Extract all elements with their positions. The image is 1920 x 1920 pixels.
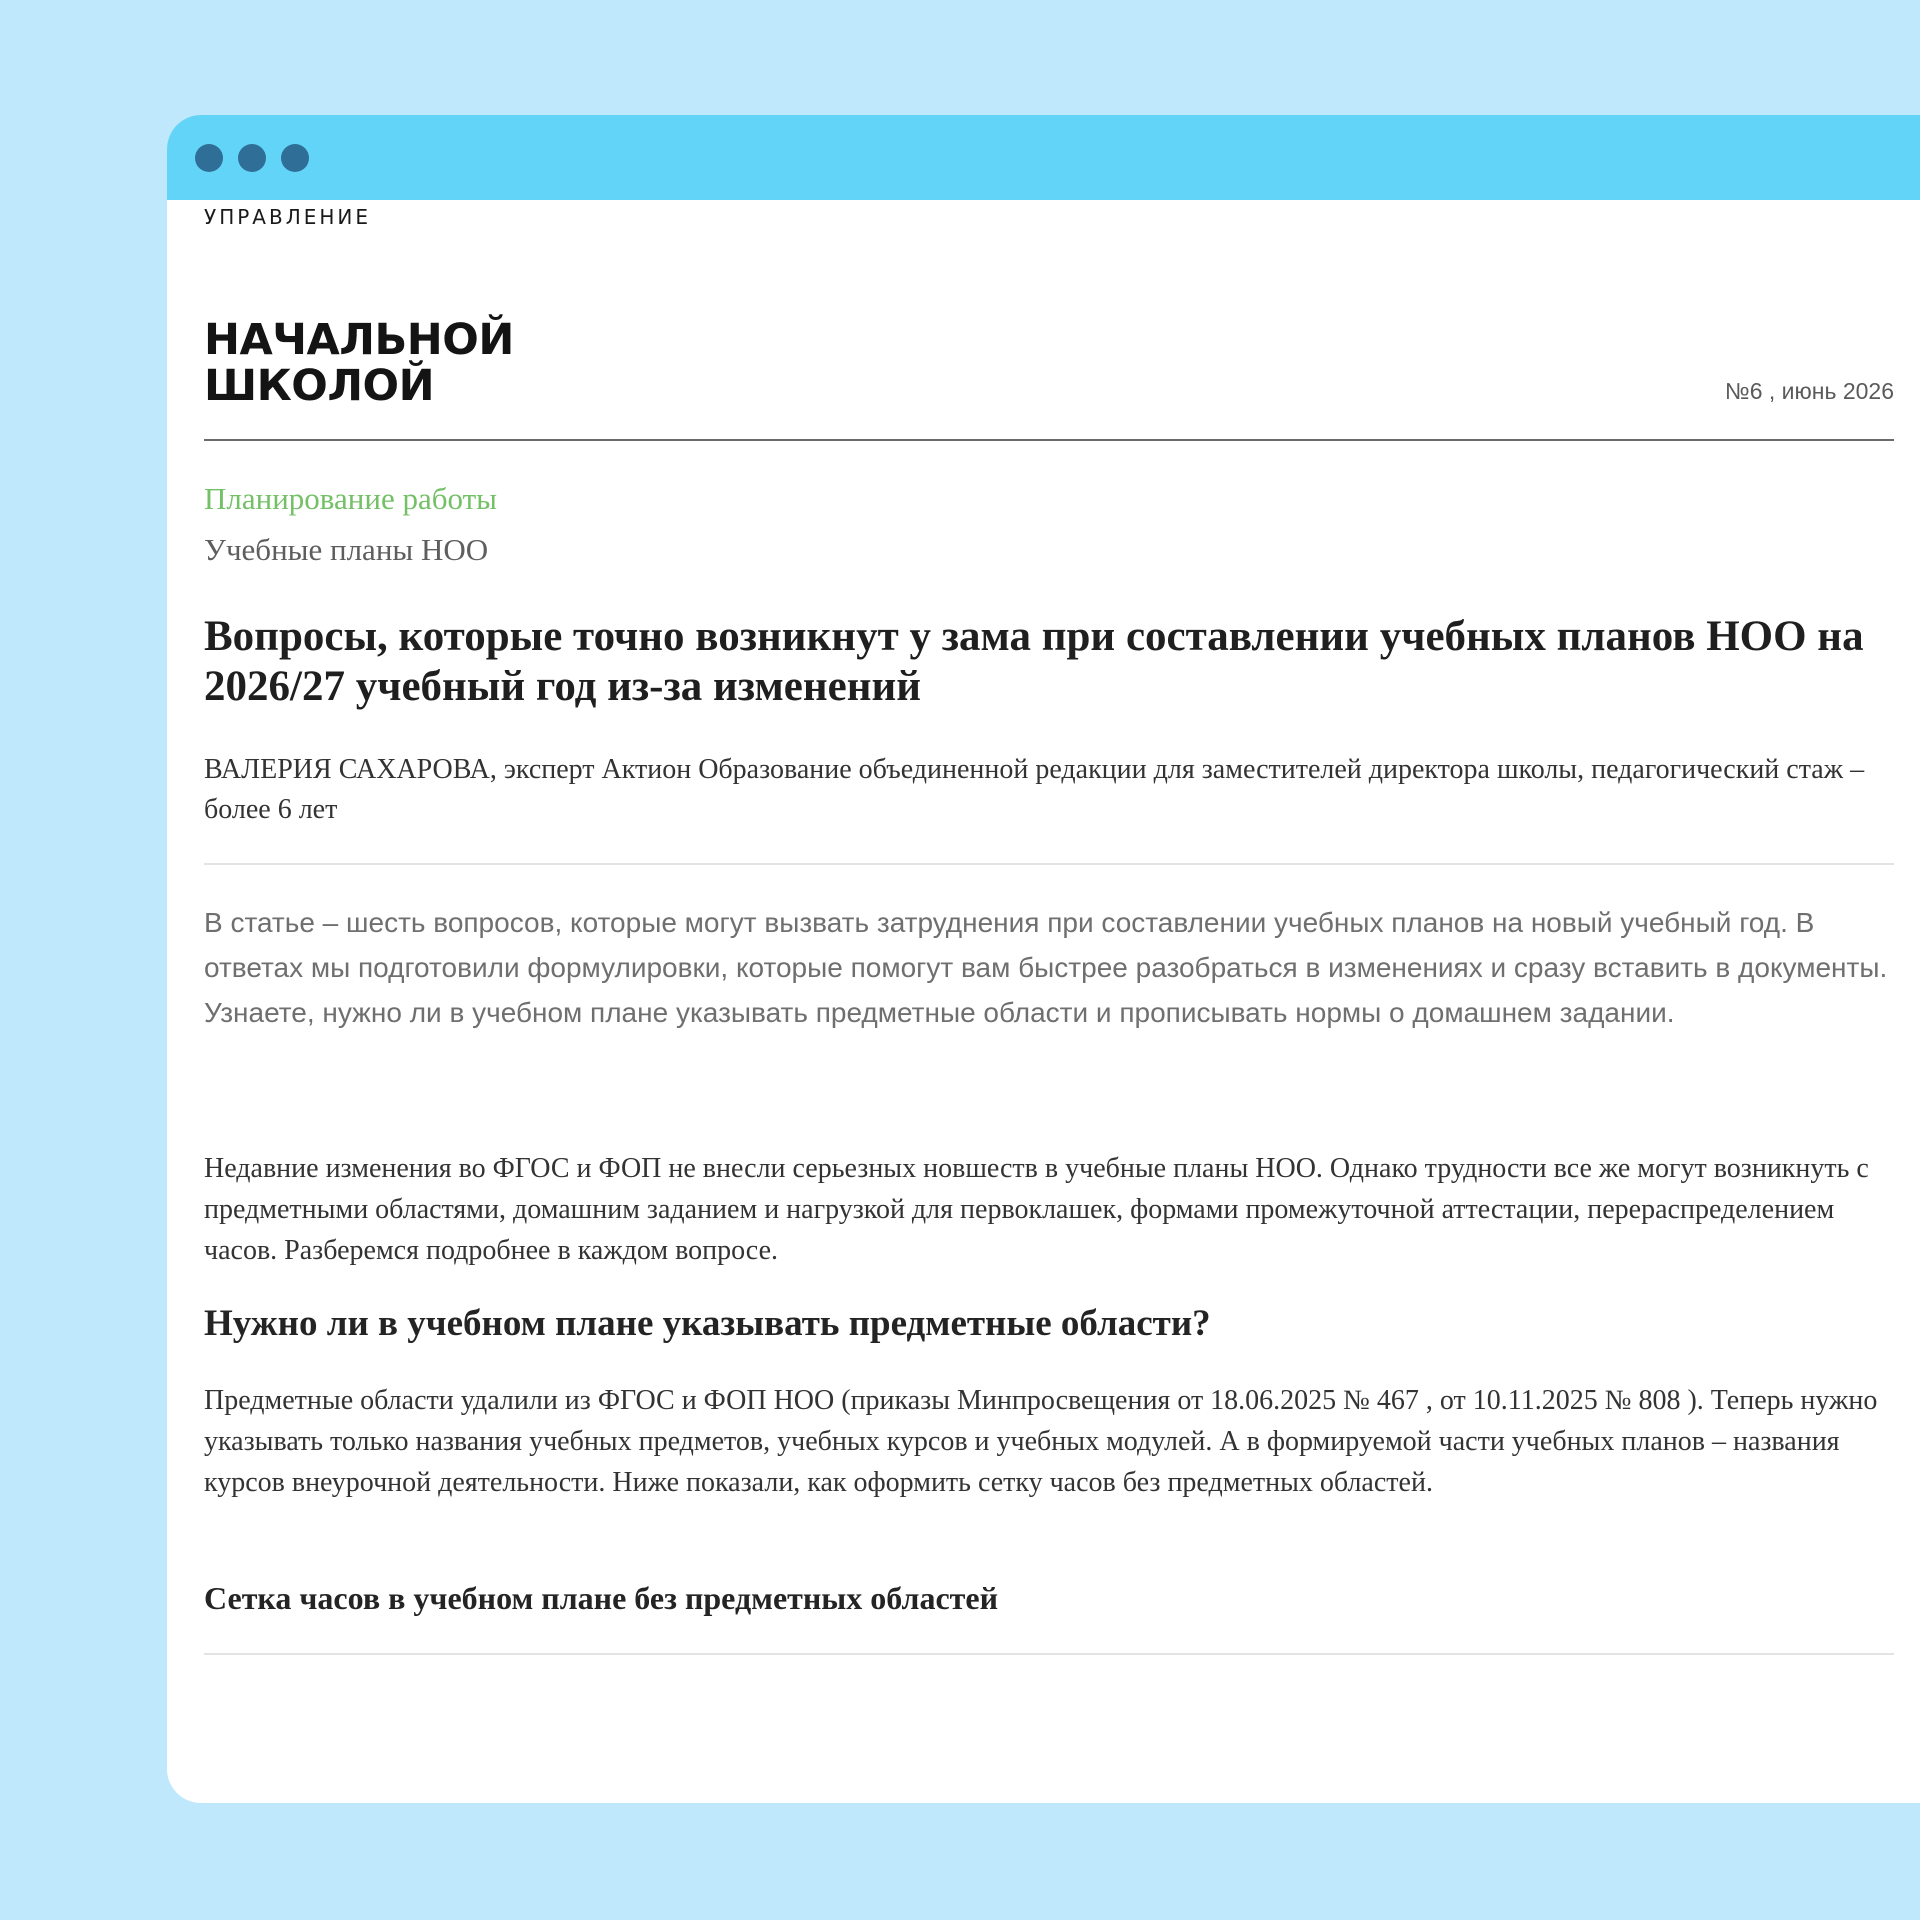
subcategory-label: Учебные планы НОО <box>204 532 489 567</box>
table-heading: Сетка часов в учебном плане без предметных областей <box>204 1580 998 1616</box>
issue-info: №6 , июнь 2026 <box>1725 378 1894 404</box>
author-divider <box>204 863 1894 865</box>
article-author: ВАЛЕРИЯ САХАРОВА, эксперт Актион Образование объединенной редакции для заместителей директора школы, педагогический стаж – более 6 лет <box>204 754 1865 825</box>
article-lead: В статье – шесть вопросов, которые могут вызвать затруднения при составлении учебных планов на новый учебный год. В ответах мы подготовили формулировки, которые помогут вам быстрее разобраться в изменениях и сразу вставить в документы. Узнаете, нужно ли в учебном плане указывать предметные области и прописывать нормы о домашнем задании. <box>204 907 1888 1028</box>
logo-line-2: ШКОЛОЙ <box>204 361 435 411</box>
article-title: Вопросы, которые точно возникнут у зама при составлении учебных планов НОО на 2026/27 учебный год из-за изменений <box>204 613 1864 710</box>
section-heading: Нужно ли в учебном плане указывать предметные области? <box>204 1303 1211 1344</box>
table-top-divider <box>204 1653 1894 1655</box>
header-divider <box>204 439 1894 441</box>
logo-line-1: НАЧАЛЬНОЙ <box>204 315 514 365</box>
article-page <box>204 0 1894 1920</box>
logo-line-small: УПРАВЛЕНИЕ <box>204 205 372 229</box>
category-link[interactable]: Планирование работы <box>204 481 497 516</box>
section-text: Предметные области удалили из ФГОС и ФОП НОО (приказы Минпросвещения от 18.06.2025 № 467 , от 10.11.2025 № 808 ). Теперь нужно указывать только названия учебных предметов, учебных курсов и учебных модулей. А в формируемой части учебных планов – названия курсов внеурочной деятельности. Ниже показали, как оформить сетку часов без предметных областей. <box>204 1385 1878 1498</box>
article-intro: Недавние изменения во ФГОС и ФОП не внесли серьезных новшеств в учебные планы НОО. Однако трудности все же могут возникнуть с предметными областями, домашним заданием и нагрузкой для первоклашек, формами промежуточной аттестации, перераспределением часов. Разберемся подробнее в каждом вопросе. <box>204 1153 1869 1266</box>
